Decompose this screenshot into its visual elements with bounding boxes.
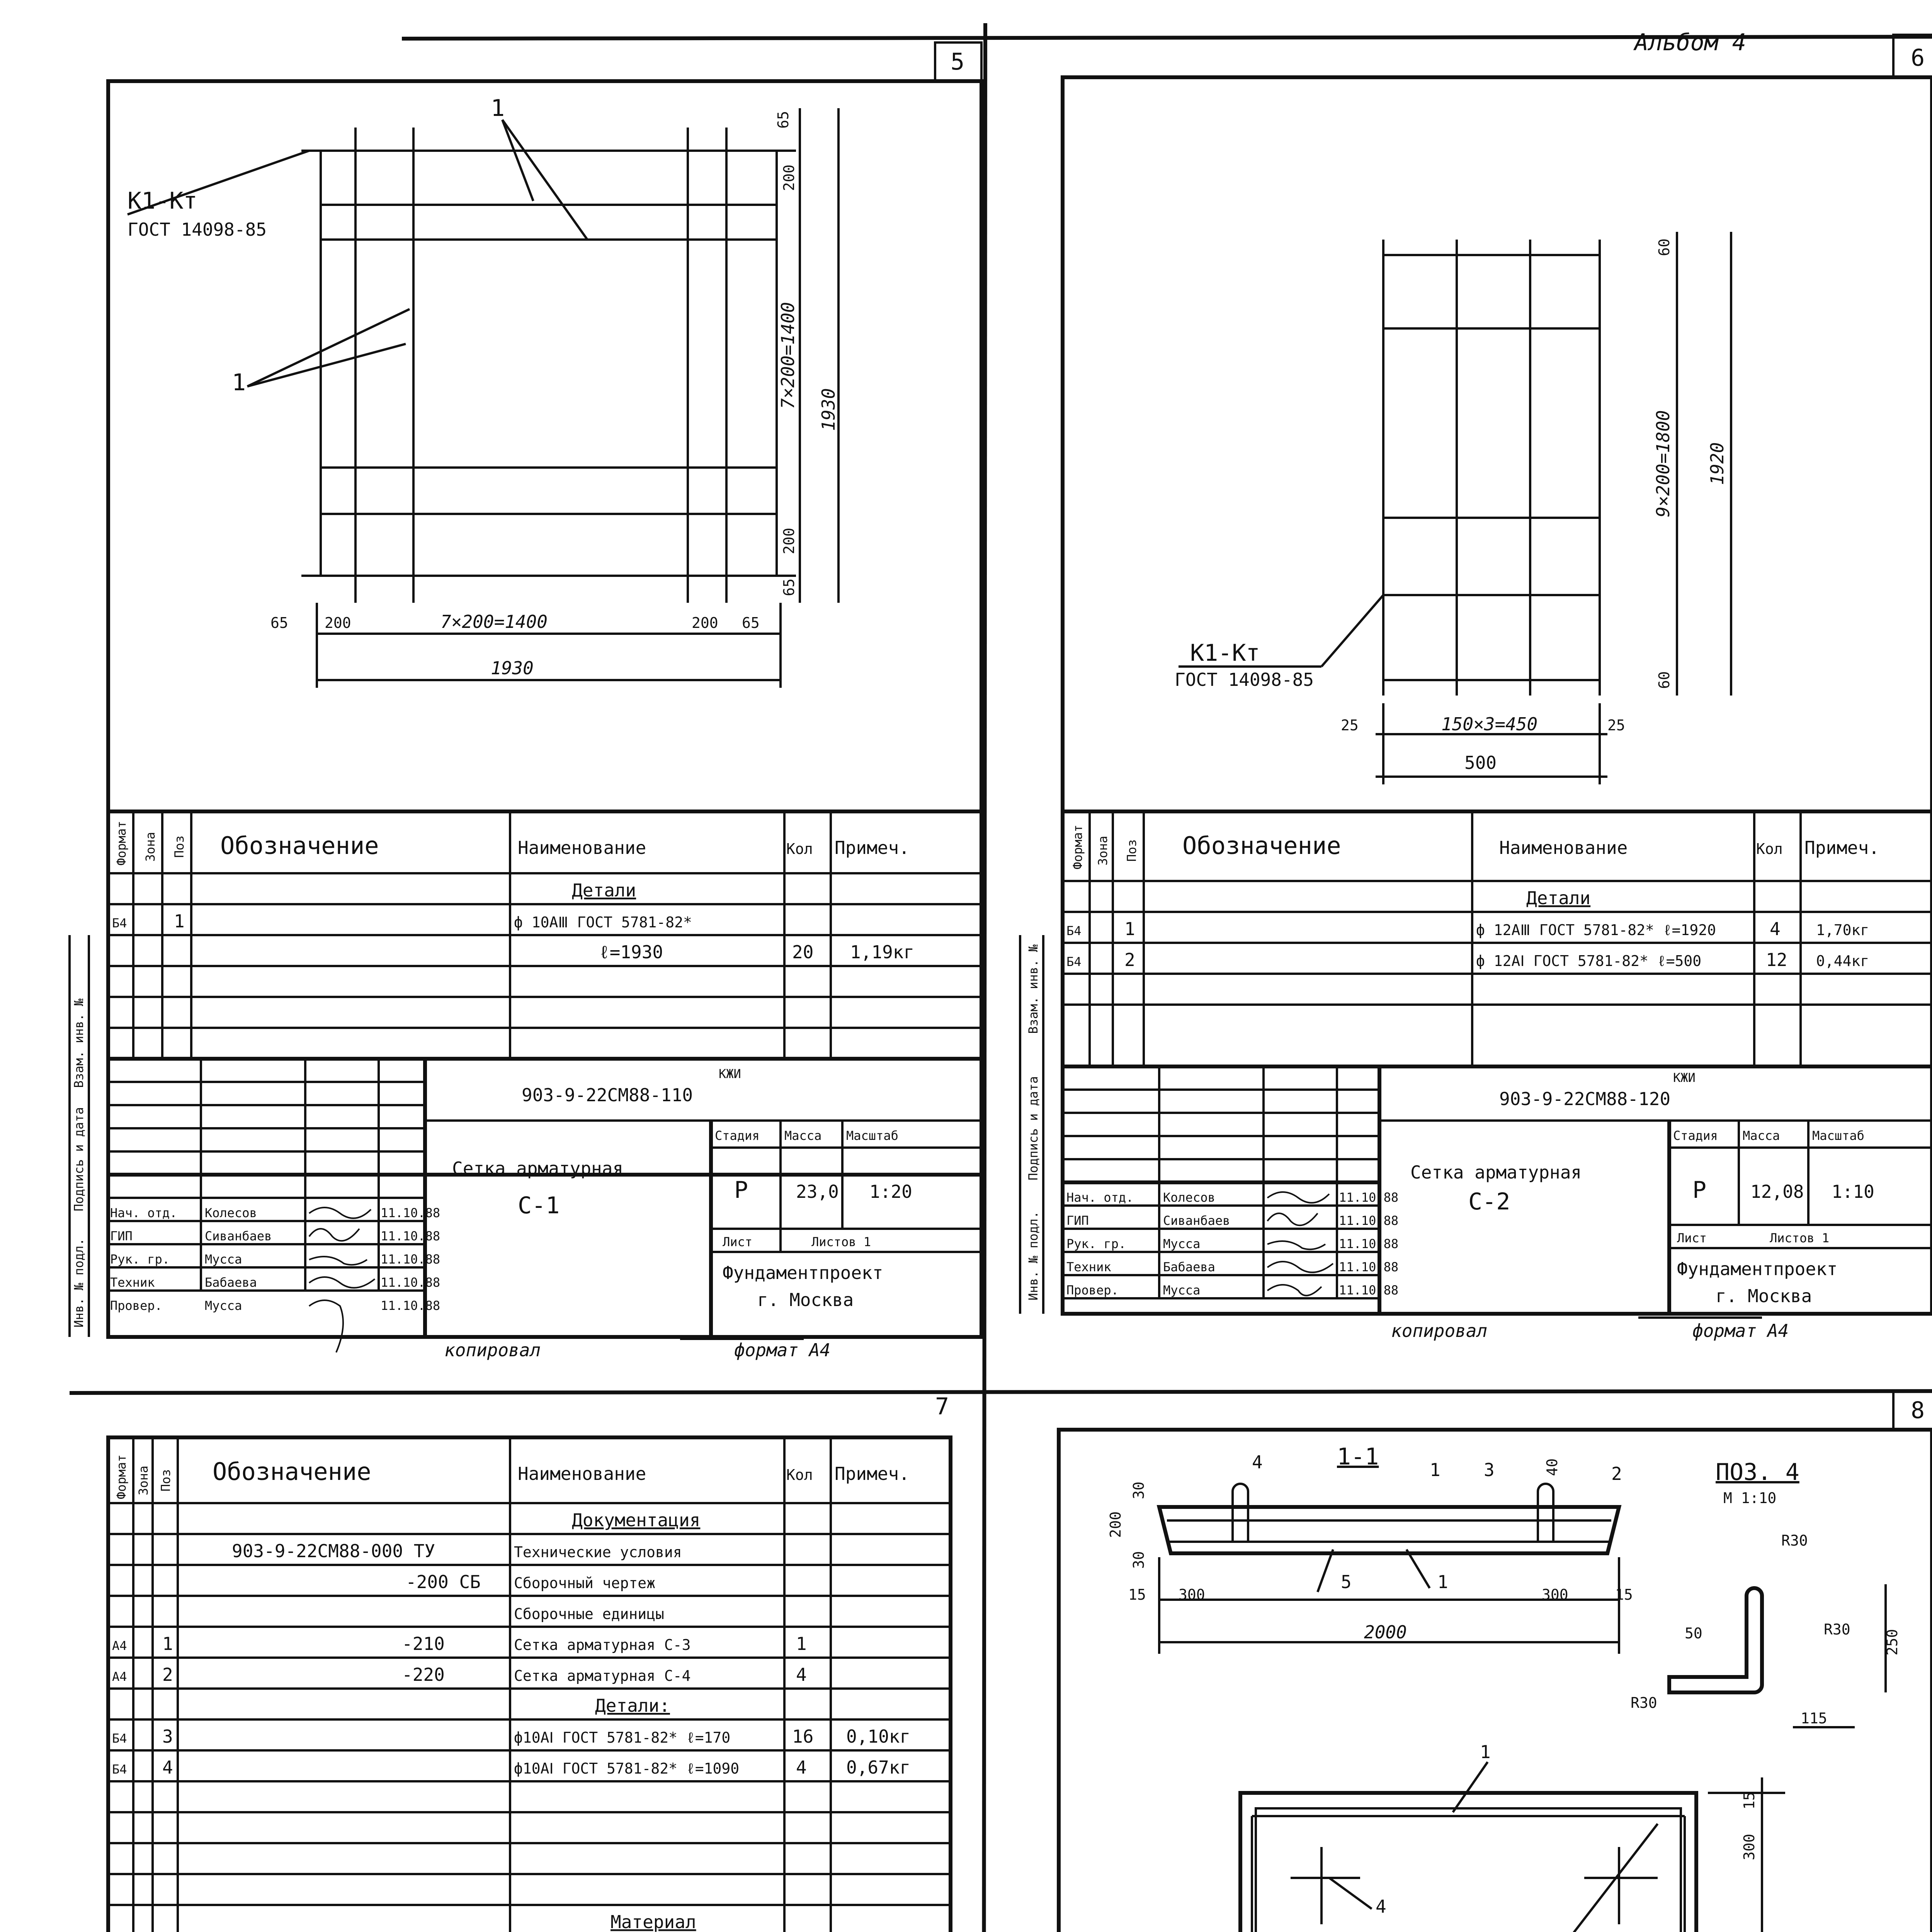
signature-3	[309, 1257, 367, 1265]
sheet8-plan-pos-1: 1	[1480, 1742, 1491, 1762]
s7r10-naim: Материал	[611, 1912, 696, 1932]
sheet5-dim-r0: 65	[775, 111, 792, 129]
side5-label-1: Подпись и дата	[71, 1107, 86, 1211]
sig5-date-2: 11.10.88	[381, 1252, 440, 1267]
side6-label-2: Взам. инв. №	[1026, 944, 1041, 1034]
sheet5-title: Сетка арматурная	[452, 1158, 624, 1179]
s7r3-oboz: -210	[402, 1633, 445, 1654]
sheet8-plan-dim-r1: 300	[1741, 1833, 1758, 1861]
sheet6-row0-format: Б4	[1066, 923, 1082, 938]
center-divider	[983, 23, 985, 1932]
sheet7-hdr-naim: Наименование	[518, 1463, 646, 1484]
sheet6-gost: ГОСТ 14098-85	[1175, 669, 1314, 690]
sig6-role-0: Нач. отд.	[1066, 1190, 1134, 1205]
signature-4	[309, 1277, 375, 1288]
sheet7-hdr-prim: Примеч.	[835, 1463, 910, 1484]
sheet7-sec-doc: Документация	[572, 1510, 701, 1531]
sig6-name-3: Бабаева	[1163, 1260, 1215, 1274]
sheet7-frame	[108, 1437, 951, 1932]
s7r0-oboz: 903-9-22СМ88-000 ТУ	[232, 1541, 435, 1561]
sheet5-dim-b4: 65	[742, 614, 760, 631]
s7r7-naim: ф10АⅠ ГОСТ 5781-82* ℓ=1090	[514, 1760, 740, 1777]
sheet5-hdr-oboz: Обозначение	[220, 832, 379, 860]
sheet7-row-5	[595, 1695, 670, 1716]
sheet6-section: Детали	[1526, 888, 1591, 908]
sig5-name-1: Сиванбаев	[205, 1229, 272, 1243]
s7r6-note: 0,10кг	[846, 1726, 911, 1747]
sheet8-dim-s6: 15	[1615, 1586, 1633, 1603]
s7r7-qty: 4	[796, 1757, 807, 1778]
sheet8-plan-pos-4: 4	[1376, 1896, 1386, 1917]
s7r3-naim: Сетка арматурная С-3	[514, 1636, 691, 1653]
sheet6-frame	[1063, 77, 1932, 1314]
sig6-name-1: Сиванбаев	[1163, 1213, 1230, 1228]
sheet5-section: Детали	[572, 880, 636, 901]
sheet7-hdr-format: Формат	[114, 1454, 129, 1499]
s7r1-oboz: -200 СБ	[406, 1571, 481, 1592]
sheet7-hdr-zona: Зона	[136, 1465, 151, 1495]
sheet6-row1-name: ф 12АⅠ ГОСТ 5781-82* ℓ=500	[1476, 952, 1702, 969]
sheet6-hdr-kol: Кол	[1756, 840, 1783, 857]
sheet8-detail-dim-1: 50	[1685, 1625, 1702, 1642]
s7r6-format: Б4	[112, 1731, 127, 1746]
sheet6-hdr-zona: Зона	[1095, 835, 1110, 866]
sheet8-detail-dim-4: 250	[1884, 1629, 1901, 1656]
sheet-6	[1020, 35, 1932, 1341]
sheet5-dim-b3: 200	[692, 614, 718, 631]
album-label: Альбом 4	[1634, 29, 1746, 56]
sheet5-dim-r4: 65	[781, 578, 798, 596]
sheet8-detail-dim-2: R30	[1631, 1694, 1657, 1711]
s7r4-format: А4	[112, 1669, 127, 1684]
sheet8-detail-dim-5: 115	[1801, 1710, 1827, 1727]
sheet6-row1-format: Б4	[1066, 954, 1082, 969]
sheet6-dim-total-right: 1920	[1707, 442, 1728, 485]
sig6-name-4: Мусса	[1163, 1283, 1201, 1298]
side6-label-0: Инв. № подл.	[1026, 1211, 1041, 1301]
sheet8-detail-poz4	[1631, 1459, 1901, 1727]
sheet5-pos-label-top: 1	[491, 95, 505, 122]
sheet6-mass-hdr: Масса	[1743, 1128, 1780, 1143]
sheet6-scale: 1:10	[1832, 1181, 1874, 1202]
sheet-5	[108, 43, 981, 1361]
sheet7-row-2	[514, 1605, 664, 1622]
middle-divider	[70, 1391, 1932, 1393]
side6-label-1: Подпись и дата	[1026, 1076, 1041, 1180]
sheet8-pos-1: 1	[1430, 1459, 1440, 1480]
sheet6-stage-hdr: Стадия	[1673, 1128, 1718, 1143]
sheet7-row-0	[232, 1541, 682, 1561]
sheet8-dim-s7: 40	[1544, 1458, 1561, 1476]
sheet5-row-name: ф 10АⅢ ГОСТ 5781-82*	[514, 914, 692, 931]
s7r4-qty: 4	[796, 1664, 807, 1685]
sheet6-hdr-poz: Поз	[1124, 839, 1139, 862]
sheet5-subtitle: С-1	[518, 1192, 560, 1219]
sig5-role-2: Рук. гр.	[110, 1252, 170, 1267]
sheet6-mesh	[1383, 240, 1600, 696]
sheet5-dim-total: 1930	[491, 658, 534, 679]
sheet8-dim-s5: 300	[1542, 1586, 1568, 1603]
sig6-name-0: Колесов	[1163, 1190, 1215, 1205]
sheet5-gost: ГОСТ 14098-85	[128, 219, 267, 240]
sheet5-dim-r2: 7×200=1400	[777, 302, 798, 409]
sheet5-stage: Р	[734, 1177, 748, 1204]
sheet8-section-total: 2000	[1364, 1622, 1407, 1643]
sheet6-row1-qty: 12	[1766, 949, 1787, 970]
sheet8-dim-s2: 30	[1130, 1551, 1147, 1569]
sheet6-mass: 12,08	[1750, 1181, 1804, 1202]
sheet5-list: Лист	[723, 1235, 753, 1249]
sig6-name-2: Мусса	[1163, 1236, 1201, 1251]
signature-6b	[1267, 1213, 1318, 1225]
signature-1	[309, 1208, 371, 1218]
sheet8-detail-scale: М 1:10	[1723, 1490, 1777, 1507]
sheet5-scale-hdr: Масштаб	[846, 1128, 898, 1143]
sig5-date-0: 11.10.88	[381, 1206, 440, 1220]
sheet-7	[73, 1393, 951, 1932]
sheet6-hdr-format: Формат	[1070, 825, 1085, 869]
sheet5-dim-b2: 7×200=1400	[440, 611, 548, 632]
signature-6e	[1267, 1285, 1321, 1296]
sheet6-dim-b2: 25	[1607, 717, 1625, 734]
sheet6-row0-pos: 1	[1124, 918, 1135, 939]
sig5-role-4: Провер.	[110, 1298, 162, 1313]
sheet6-dim-r1: 9×200=1800	[1653, 410, 1673, 517]
sheet5-dim-total-right: 1930	[818, 388, 839, 431]
sheet6-dim-r2: 60	[1656, 671, 1673, 689]
sheet5-stage-hdr: Стадия	[715, 1128, 760, 1143]
sheet8-plan-dim-r0: 15	[1741, 1792, 1758, 1810]
signature-6c	[1267, 1241, 1325, 1249]
sig5-date-4: 11.10.88	[381, 1298, 440, 1313]
sheet5-hdr-naim: Наименование	[518, 837, 646, 858]
side5-label-2: Взам. инв. №	[71, 998, 86, 1088]
sheet6-dim-b1: 150×3=450	[1441, 714, 1538, 735]
signature-6a	[1267, 1192, 1329, 1203]
signature-2	[309, 1229, 359, 1241]
sheet5-code: 903-9-22СМ88-110	[522, 1085, 693, 1105]
sheet5-mesh	[301, 128, 796, 603]
sig6-role-2: Рук. гр.	[1066, 1236, 1126, 1251]
sheet7-row-4	[112, 1664, 807, 1685]
sig6-role-4: Провер.	[1066, 1283, 1119, 1298]
s7r7-note: 0,67кг	[846, 1757, 911, 1778]
s7r4-naim: Сетка арматурная С-4	[514, 1667, 691, 1684]
sheet5-kopiroval: копировал	[444, 1340, 541, 1361]
sheet5-hdr-format: Формат	[114, 821, 129, 866]
sheet5-dim-b0: 65	[270, 614, 288, 631]
sig5-name-2: Мусса	[205, 1252, 242, 1267]
sheet6-scale-hdr: Масштаб	[1812, 1128, 1864, 1143]
sheet8-dim-s0: 30	[1130, 1481, 1147, 1499]
sheet6-list: Лист	[1677, 1231, 1707, 1245]
sheet7-row-3	[112, 1633, 807, 1654]
sheet7-spec-table	[108, 1437, 951, 1932]
sheet6-row0-name: ф 12АⅢ ГОСТ 5781-82* ℓ=1920	[1476, 922, 1716, 939]
sheet6-dim-total: 500	[1464, 752, 1497, 773]
signature-6d	[1267, 1262, 1333, 1272]
sheet5-hdr-kol: Кол	[786, 840, 813, 857]
sheet6-kopiroval: копировал	[1391, 1320, 1488, 1341]
s7r5-naim: Детали:	[595, 1695, 670, 1716]
sheet5-pos-label-left: 1	[232, 369, 246, 396]
sheet6-code: 903-9-22СМ88-120	[1499, 1088, 1671, 1109]
sheet5-row-len: ℓ=1930	[599, 942, 663, 963]
sheet8-pos-3: 2	[1611, 1463, 1622, 1484]
sheet8-dim-s3: 15	[1128, 1586, 1146, 1603]
sheet6-dim-r0: 60	[1656, 238, 1673, 256]
s7r3-pos: 1	[162, 1633, 173, 1654]
sheet6-row1-note: 0,44кг	[1816, 952, 1869, 969]
sheet5-kzh: КЖИ	[719, 1066, 741, 1081]
sheet6-dim-b0: 25	[1341, 717, 1359, 734]
sheet8-pos-2: 3	[1484, 1459, 1495, 1480]
sheet6-listov: Листов 1	[1770, 1231, 1830, 1245]
sheet7-hdr-kol: Кол	[786, 1466, 813, 1483]
sheet5-page-number: 5	[951, 48, 965, 75]
s7r6-pos: 3	[162, 1726, 173, 1747]
s7r0-naim: Технические условия	[514, 1544, 682, 1561]
sig6-date-4: 11.10.88	[1339, 1283, 1399, 1298]
s7r6-naim: ф10АⅠ ГОСТ 5781-82* ℓ=170	[514, 1729, 731, 1746]
side5-label-0: Инв. № подл.	[71, 1238, 86, 1328]
sheet5-scale: 1:20	[869, 1181, 912, 1202]
signature-5	[309, 1300, 343, 1352]
sheet5-format: формат А4	[734, 1340, 831, 1361]
sheet5-hdr-prim: Примеч.	[835, 837, 910, 858]
sheet8-page-number: 8	[1911, 1397, 1925, 1424]
sheet-8	[1020, 1391, 1932, 1932]
sig5-name-4: Мусса	[205, 1298, 242, 1313]
sheet6-row0-qty: 4	[1770, 918, 1781, 939]
sig6-role-3: Техник	[1066, 1260, 1111, 1274]
sheet8-section-title: 1-1	[1337, 1443, 1379, 1470]
sheet5-row-qty: 20	[792, 942, 814, 963]
sig5-date-1: 11.10.88	[381, 1229, 440, 1243]
sheet5-row-format: Б4	[112, 916, 127, 930]
sheet7-hdr-oboz: Обозначение	[213, 1458, 371, 1486]
sheet8-detail-dim-0: R30	[1781, 1532, 1808, 1549]
sheet5-org: Фундаментпроект	[723, 1262, 883, 1283]
sheet5-dim-b1: 200	[325, 614, 351, 631]
sheet5-hdr-zona: Зона	[143, 832, 158, 862]
sheet7-row-6	[112, 1726, 910, 1747]
sheet6-hdr-prim: Примеч.	[1804, 837, 1879, 858]
sig5-name-0: Колесов	[205, 1206, 257, 1220]
sheet7-hdr-poz: Поз	[158, 1469, 173, 1492]
sheet6-mark: К1-Кт	[1190, 639, 1260, 667]
sig5-date-3: 11.10.88	[381, 1275, 440, 1290]
sheet6-stage: Р	[1692, 1177, 1707, 1204]
sheet5-dim-r1: 200	[781, 164, 798, 191]
sheet5-signatures	[110, 1206, 440, 1352]
sheet5-mark: К1-Кт	[128, 187, 197, 214]
sheet5-side-strip	[70, 935, 89, 1337]
sheet8-pos-4: 5	[1341, 1571, 1352, 1592]
sheet8-dim-s4: 300	[1179, 1586, 1205, 1603]
s7r4-oboz: -220	[402, 1664, 445, 1685]
sig6-date-2: 11.10.88	[1339, 1236, 1399, 1251]
sheet6-city: г. Москва	[1716, 1286, 1812, 1306]
sheet7-row-1	[406, 1571, 655, 1592]
sheet8-pos-0: 4	[1252, 1452, 1263, 1473]
sheet8-dim-s1: 200	[1107, 1511, 1124, 1538]
sheet5-city: г. Москва	[757, 1289, 854, 1310]
sig5-role-3: Техник	[110, 1275, 155, 1290]
sheet8-plan	[1175, 1742, 1797, 1932]
sig6-date-1: 11.10.88	[1339, 1213, 1399, 1228]
sheet6-format: формат А4	[1692, 1320, 1789, 1341]
sheet6-title: Сетка арматурная	[1410, 1162, 1582, 1183]
sheet5-hdr-poz: Поз	[172, 835, 187, 858]
sheet5-mass: 23,0	[796, 1181, 839, 1202]
s7r3-format: А4	[112, 1638, 127, 1653]
sig6-date-3: 11.10.88	[1339, 1260, 1399, 1274]
s7r1-naim: Сборочный чертеж	[514, 1575, 656, 1592]
sig5-role-1: ГИП	[110, 1229, 133, 1243]
sheet6-kzh: КЖИ	[1673, 1070, 1696, 1085]
sig5-name-3: Бабаева	[205, 1275, 257, 1290]
sheet6-row0-note: 1,70кг	[1816, 922, 1869, 939]
sig6-role-1: ГИП	[1066, 1213, 1089, 1228]
s7r7-pos: 4	[162, 1757, 173, 1778]
s7r6-qty: 16	[792, 1726, 814, 1747]
sheet5-row-note: 1,19кг	[850, 942, 915, 963]
sheet8-pos-5: 1	[1437, 1571, 1448, 1592]
sheet7-row-10	[611, 1912, 696, 1932]
sheet6-row1-pos: 2	[1124, 949, 1135, 970]
sig5-role-0: Нач. отд.	[110, 1206, 177, 1220]
sheet6-page-number: 6	[1911, 44, 1925, 71]
sheet7-page-number: 7	[935, 1393, 949, 1420]
sheet5-listov: Листов 1	[811, 1235, 871, 1249]
sheet8-detail-title: ПОЗ. 4	[1716, 1459, 1799, 1486]
s7r7-format: Б4	[112, 1762, 127, 1777]
sheet6-hdr-naim: Наименование	[1499, 837, 1628, 858]
sheet5-dim-r3: 200	[781, 527, 798, 554]
sheet6-hdr-oboz: Обозначение	[1182, 832, 1341, 860]
sig6-date-0: 11.10.88	[1339, 1190, 1399, 1205]
sheet7-row-7	[112, 1757, 910, 1778]
sheet6-org: Фундаментпроект	[1677, 1259, 1838, 1279]
sheet5-mass-hdr: Масса	[784, 1128, 822, 1143]
s7r3-qty: 1	[796, 1633, 807, 1654]
sheet8-section-1-1	[1107, 1443, 1633, 1654]
sheet8-detail-dim-3: R30	[1824, 1621, 1850, 1638]
s7r2-naim: Сборочные единицы	[514, 1605, 664, 1622]
sheet5-row-pos: 1	[174, 911, 185, 932]
s7r4-pos: 2	[162, 1664, 173, 1685]
sheet6-subtitle: С-2	[1468, 1188, 1510, 1215]
